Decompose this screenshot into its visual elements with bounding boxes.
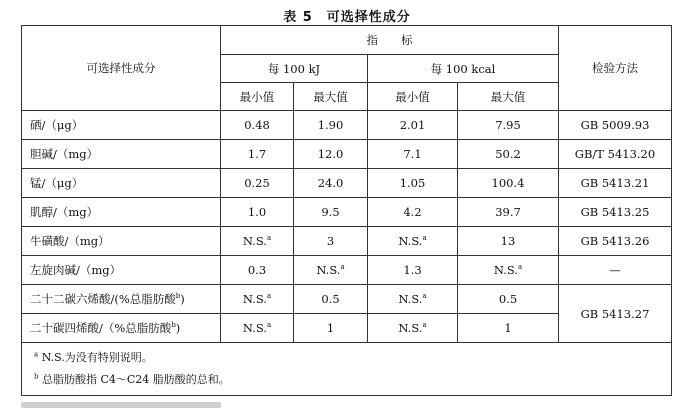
cropped-next-section	[21, 398, 671, 409]
cell-kcal-min: 7.1	[368, 140, 458, 169]
cell-kcal-min: 4.2	[368, 198, 458, 227]
cell-kj-max: 24.0	[294, 169, 368, 198]
cell-kj-min: N.S.$^a$	[221, 227, 294, 256]
header-per-kcal: 每 100 kcal	[368, 55, 559, 83]
row-name: 硒/（μg）	[22, 111, 221, 140]
cell-kj-max: 1	[294, 314, 368, 343]
header-kj-min: 最小值	[221, 83, 294, 111]
cell-method: GB 5413.25	[559, 198, 672, 227]
header-method: 检验方法	[559, 26, 672, 111]
cell-kcal-max: 0.5	[458, 285, 559, 314]
cell-kj-min: N.S.$^a$	[221, 285, 294, 314]
cell-kj-min: 0.3	[221, 256, 294, 285]
cell-kj-min: 0.48	[221, 111, 294, 140]
footnote-marker: a	[422, 234, 427, 243]
cell-kcal-max: N.S.$^a$	[458, 256, 559, 285]
cell-kj-max: 1.90	[294, 111, 368, 140]
cell-kcal-max: 13	[458, 227, 559, 256]
footnote-marker: a	[517, 263, 523, 272]
row-name: 锰/（μg）	[22, 169, 221, 198]
footnote-marker: a	[266, 321, 272, 330]
cell-method: —	[559, 256, 672, 285]
table-row	[22, 140, 672, 169]
optional-components-table	[21, 25, 672, 396]
cell-kcal-max: 7.95	[458, 111, 559, 140]
footnote-marker: a	[422, 292, 427, 301]
table-row	[22, 169, 672, 198]
footnote-marker: a	[340, 263, 345, 272]
cell-method: GB 5413.21	[559, 169, 672, 198]
cell-kj-max: 0.5	[294, 285, 368, 314]
footnote-marker: a	[266, 234, 272, 243]
header-per-kj: 每 100 kJ	[221, 55, 368, 83]
cell-kcal-min: 1.05	[368, 169, 458, 198]
table-row	[22, 285, 672, 314]
cell-method: GB 5413.26	[559, 227, 672, 256]
header-kj-max: 最大值	[294, 83, 368, 111]
table-notes	[22, 343, 672, 396]
header-component: 可选择性成分	[22, 26, 221, 111]
footnote-marker: b	[175, 292, 181, 301]
table-title: 表 5 可选择性成分	[283, 10, 411, 25]
table-row	[22, 198, 672, 227]
table-row	[22, 256, 672, 285]
cell-kcal-max: 1	[458, 314, 559, 343]
row-name: 牛磺酸/（mg）	[22, 227, 221, 256]
cell-kj-max: N.S.$^a$	[294, 256, 368, 285]
table-row	[22, 227, 672, 256]
row-name: 左旋肉碱/（mg）	[22, 256, 221, 285]
cell-method: GB 5413.27	[559, 285, 672, 343]
cell-kcal-min: N.S.$^a$	[368, 227, 458, 256]
cell-kcal-min: 1.3	[368, 256, 458, 285]
cell-kj-min: 0.25	[221, 169, 294, 198]
table-row	[22, 111, 672, 140]
cell-kcal-max: 39.7	[458, 198, 559, 227]
cell-kj-min: 1.0	[221, 198, 294, 227]
row-name: 二十二碳六烯酸/(%总脂肪酸$^b$)	[22, 285, 221, 314]
footnote-marker: b	[171, 321, 176, 330]
cell-kcal-max: 50.2	[458, 140, 559, 169]
cell-kj-min: 1.7	[221, 140, 294, 169]
cell-kj-max: 9.5	[294, 198, 368, 227]
cell-kj-max: 12.0	[294, 140, 368, 169]
footnote-a: $^a$ N.S.为没有特别说明。	[34, 350, 153, 364]
cell-kj-max: 3	[294, 227, 368, 256]
header-indicator: 指 标	[221, 26, 559, 55]
cell-method: GB/T 5413.20	[559, 140, 672, 169]
footnote-b: $^b$ 总脂肪酸指 C4～C24 脂肪酸的总和。	[34, 372, 230, 386]
header-kcal-min: 最小值	[368, 83, 458, 111]
cell-kcal-min: N.S.$^a$	[368, 314, 458, 343]
row-name: 二十碳四烯酸/（%总脂肪酸$^b$)	[22, 314, 221, 343]
header-kcal-max: 最大值	[458, 83, 559, 111]
row-name: 肌醇/（mg）	[22, 198, 221, 227]
cell-kj-min: N.S.$^a$	[221, 314, 294, 343]
footnote-marker: a	[266, 292, 272, 301]
cell-kcal-min: 2.01	[368, 111, 458, 140]
cell-kcal-max: 100.4	[458, 169, 559, 198]
row-name: 胆碱/（mg）	[22, 140, 221, 169]
footnote-marker: a	[422, 321, 427, 330]
cell-kcal-min: N.S.$^a$	[368, 285, 458, 314]
cell-method: GB 5009.93	[559, 111, 672, 140]
